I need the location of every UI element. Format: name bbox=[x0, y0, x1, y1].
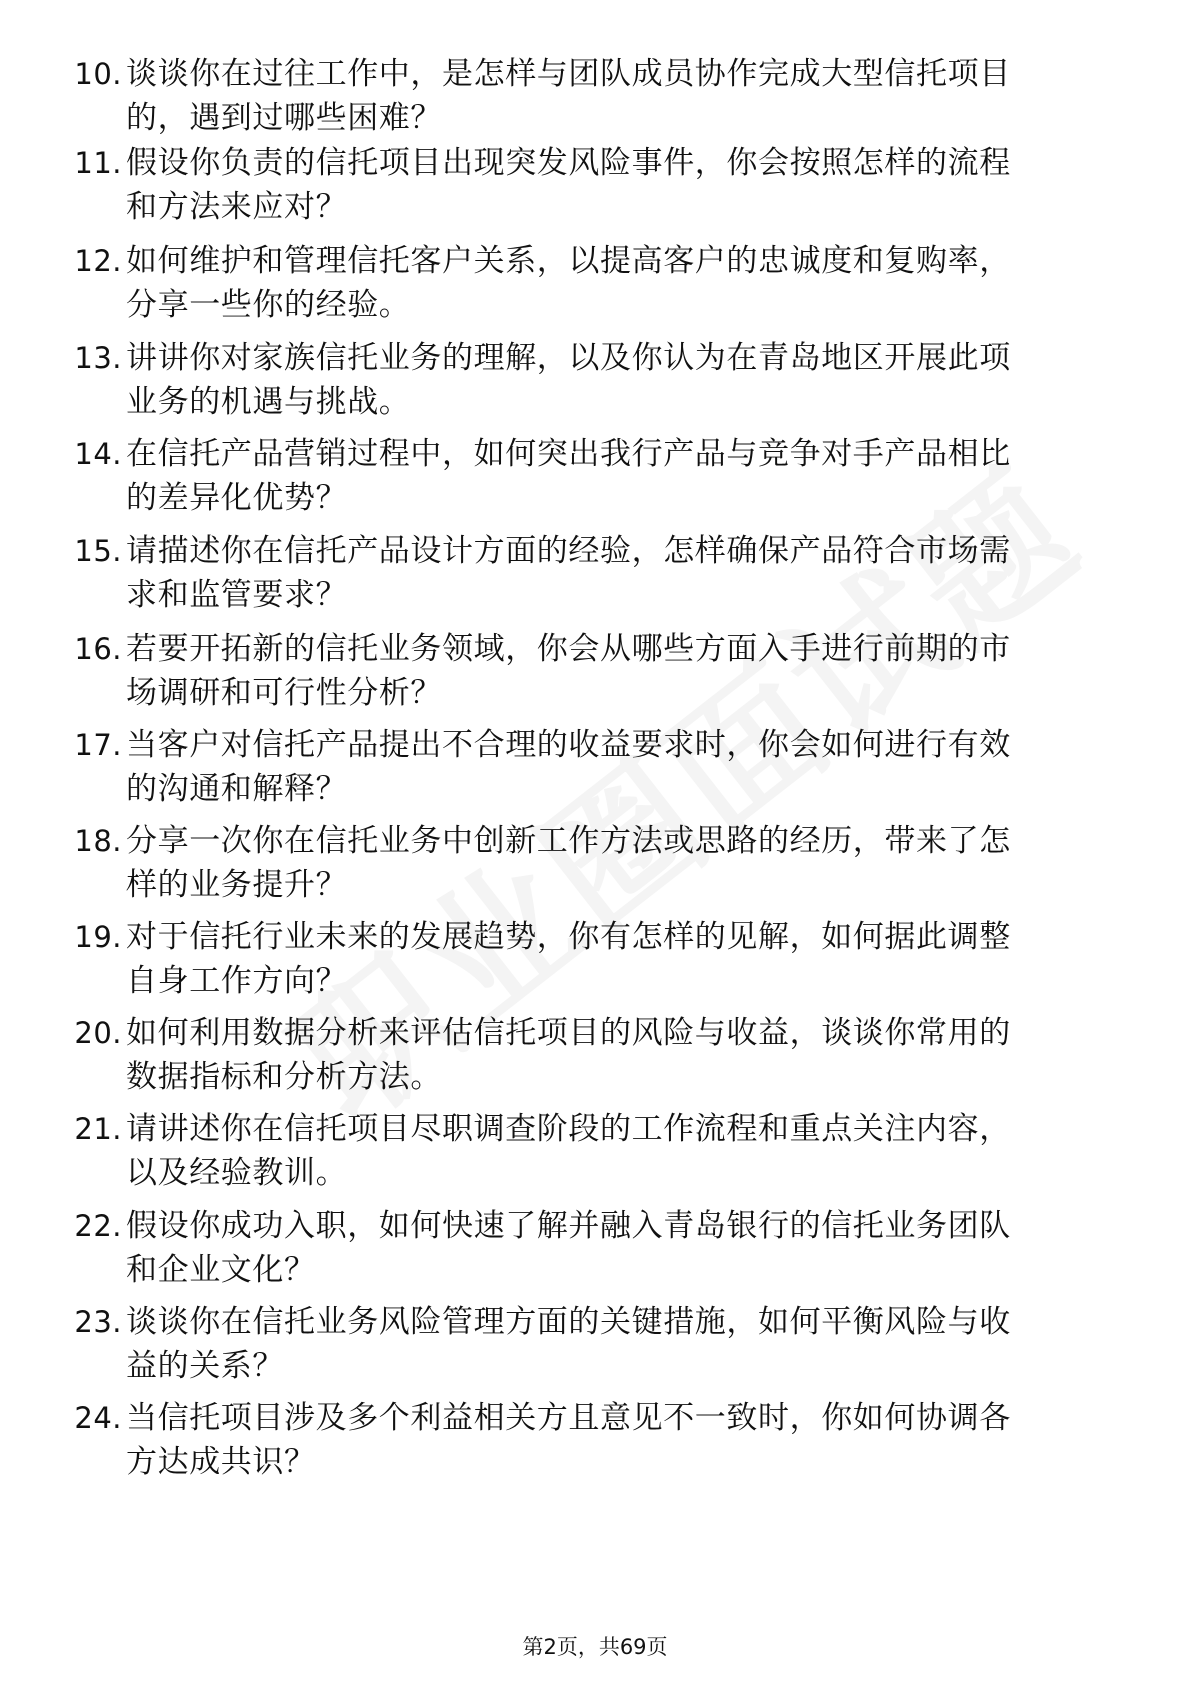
question-item bbox=[58, 336, 1118, 446]
question-text: 如何维护和管理信托客户关系，以提高客户的忠诚度和复购率， 分享一些你的经验。 bbox=[126, 243, 1011, 323]
question-text: 当客户对信托产品提出不合理的收益要求时，你会如何进行有效 的沟通和解释？ bbox=[126, 727, 1011, 807]
question-text: 谈谈你在信托业务风险管理方面的关键措施，如何平衡风险与收 益的关系？ bbox=[126, 1304, 1011, 1384]
question-number: 23. bbox=[74, 1305, 122, 1339]
question-number: 10. bbox=[74, 57, 122, 91]
question-number: 20. bbox=[74, 1016, 122, 1050]
question-text: 当信托项目涉及多个利益相关方且意见不一致时，你如何协调各 方达成共识？ bbox=[126, 1400, 1011, 1480]
question-number: 11. bbox=[74, 146, 122, 180]
question-text: 在信托产品营销过程中，如何突出我行产品与竞争对手产品相比 的差异化优势？ bbox=[126, 436, 1011, 516]
question-number: 18. bbox=[74, 824, 122, 858]
question-item bbox=[58, 529, 1118, 639]
page-number-label: 第2页，共69页 bbox=[522, 1635, 668, 1659]
question-item bbox=[58, 1204, 1118, 1314]
question-number: 14. bbox=[74, 437, 122, 471]
question-item bbox=[58, 723, 1118, 833]
question-text: 请描述你在信托产品设计方面的经验，怎样确保产品符合市场需 求和监管要求？ bbox=[126, 533, 1011, 613]
question-item bbox=[58, 1107, 1118, 1217]
question-text: 对于信托行业未来的发展趋势，你有怎样的见解，如何据此调整 自身工作方向？ bbox=[126, 919, 1011, 999]
question-text: 如何利用数据分析来评估信托项目的风险与收益，谈谈你常用的 数据指标和分析方法。 bbox=[126, 1015, 1011, 1095]
question-number: 15. bbox=[74, 534, 122, 568]
question-text: 请讲述你在信托项目尽职调查阶段的工作流程和重点关注内容， 以及经验教训。 bbox=[126, 1111, 1011, 1191]
question-number: 24. bbox=[74, 1401, 122, 1435]
question-item bbox=[58, 141, 1118, 251]
question-number: 21. bbox=[74, 1112, 122, 1146]
question-item bbox=[58, 1396, 1118, 1506]
question-number: 12. bbox=[74, 244, 122, 278]
question-number: 19. bbox=[74, 920, 122, 954]
question-item bbox=[58, 432, 1118, 542]
question-text: 若要开拓新的信托业务领域，你会从哪些方面入手进行前期的市 场调研和可行性分析？ bbox=[126, 631, 1011, 711]
question-number: 17. bbox=[74, 728, 122, 762]
question-text: 讲讲你对家族信托业务的理解，以及你认为在青岛地区开展此项 业务的机遇与挑战。 bbox=[126, 340, 1011, 420]
question-text: 分享一次你在信托业务中创新工作方法或思路的经历，带来了怎 样的业务提升？ bbox=[126, 823, 1011, 903]
question-item bbox=[58, 1011, 1118, 1121]
question-item bbox=[58, 915, 1118, 1025]
question-number: 13. bbox=[74, 341, 122, 375]
question-number: 22. bbox=[74, 1209, 122, 1243]
question-text: 假设你负责的信托项目出现突发风险事件，你会按照怎样的流程 和方法来应对？ bbox=[126, 145, 1011, 225]
question-text: 谈谈你在过往工作中，是怎样与团队成员协作完成大型信托项目 的，遇到过哪些困难？ bbox=[126, 56, 1011, 136]
question-number: 16. bbox=[74, 632, 122, 666]
question-item bbox=[58, 239, 1118, 349]
question-item bbox=[58, 819, 1118, 929]
question-item bbox=[58, 1300, 1118, 1410]
question-item bbox=[58, 627, 1118, 737]
page-footer bbox=[0, 1632, 1190, 1662]
question-text: 假设你成功入职，如何快速了解并融入青岛银行的信托业务团队 和企业文化？ bbox=[126, 1208, 1011, 1288]
